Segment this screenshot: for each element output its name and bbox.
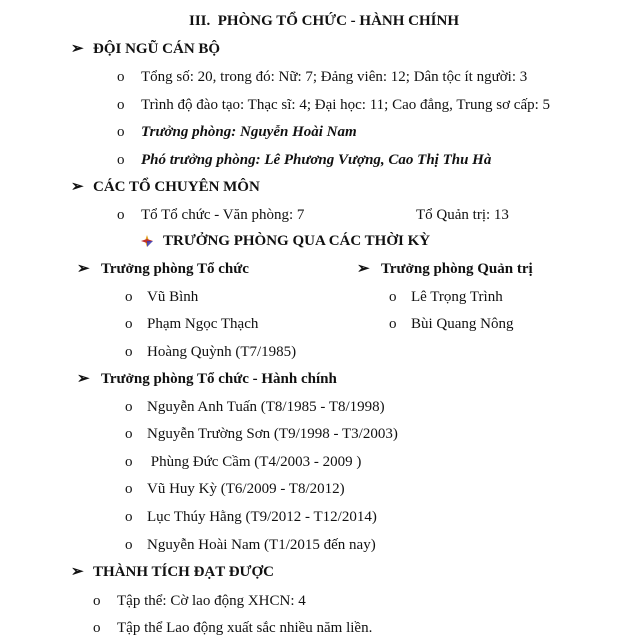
circle-bullet-icon: o (125, 509, 133, 525)
to-chuc-name: Hoàng Quỳnh (T7/1985) (147, 344, 297, 360)
circle-bullet-icon: o (93, 620, 101, 636)
circle-bullet-icon: o (389, 289, 397, 305)
circle-bullet-icon: o (117, 124, 125, 140)
circle-bullet-icon: o (389, 316, 397, 332)
circle-bullet-icon: o (125, 316, 133, 332)
team-left: Tổ Tổ chức - Văn phòng: 7 (141, 207, 305, 223)
quan-tri-name: Bùi Quang Nông (411, 316, 514, 332)
fancy-bullet-icon (141, 235, 153, 247)
staff-education: Trình độ đào tạo: Thạc sĩ: 4; Đại học: 11; Cao đẳng, Trung sơ cấp: 5 (141, 97, 551, 113)
staff-heading: ĐỘI NGŨ CÁN BỘ (93, 41, 221, 57)
circle-bullet-icon: o (93, 593, 101, 609)
achievements-heading: THÀNH TÍCH ĐẠT ĐƯỢC (93, 564, 274, 580)
to-chuc-name: Vũ Bình (147, 289, 199, 305)
tchc-name: Lục Thúy Hằng (T9/2012 - T12/2014) (147, 509, 377, 525)
circle-bullet-icon: o (117, 97, 125, 113)
tchc-name: Phùng Đức Cầm (T4/2003 - 2009 ) (147, 454, 362, 470)
arrow-bullet-icon: ➢ (357, 261, 370, 277)
circle-bullet-icon: o (125, 454, 133, 470)
to-chuc-heading: Trưởng phòng Tổ chức (101, 261, 249, 277)
circle-bullet-icon: o (125, 344, 133, 360)
to-chuc-name: Phạm Ngọc Thạch (147, 316, 259, 332)
tchc-name: Vũ Huy Kỳ (T6/2009 - T8/2012) (147, 481, 345, 497)
circle-bullet-icon: o (117, 69, 125, 85)
circle-bullet-icon: o (125, 537, 133, 553)
team-right: Tổ Quản trị: 13 (416, 207, 509, 223)
quan-tri-heading: Trưởng phòng Quản trị (381, 261, 533, 277)
tchc-heading: Trưởng phòng Tổ chức - Hành chính (101, 371, 337, 387)
tchc-name: Nguyễn Anh Tuấn (T8/1985 - T8/1998) (147, 399, 385, 415)
arrow-bullet-icon: ➢ (71, 564, 84, 580)
tchc-name: Nguyễn Hoài Nam (T1/2015 đến nay) (147, 537, 376, 553)
achievement-item: Tập thể Lao động xuất sắc nhiều năm liền. (117, 620, 373, 636)
circle-bullet-icon: o (125, 426, 133, 442)
quan-tri-name: Lê Trọng Trình (411, 289, 503, 305)
section-title-text: PHÒNG TỔ CHỨC - HÀNH CHÍNH (217, 13, 460, 29)
circle-bullet-icon: o (125, 399, 133, 415)
circle-bullet-icon: o (117, 207, 125, 223)
circle-bullet-icon: o (117, 152, 125, 168)
arrow-bullet-icon: ➢ (71, 179, 84, 195)
section-number: III. (189, 13, 211, 29)
history-heading: TRƯỞNG PHÒNG QUA CÁC THỜI KỲ (163, 233, 431, 249)
achievement-item: Tập thể: Cờ lao động XHCN: 4 (117, 593, 306, 609)
teams-heading: CÁC TỔ CHUYÊN MÔN (93, 179, 260, 195)
circle-bullet-icon: o (125, 481, 133, 497)
arrow-bullet-icon: ➢ (71, 41, 84, 57)
tchc-name: Nguyễn Trường Sơn (T9/1998 - T3/2003) (147, 426, 398, 442)
circle-bullet-icon: o (125, 289, 133, 305)
arrow-bullet-icon: ➢ (77, 261, 90, 277)
section-title (189, 12, 459, 30)
staff-total: Tổng số: 20, trong đó: Nữ: 7; Đảng viên: 12; Dân tộc ít người: 3 (141, 69, 528, 85)
arrow-bullet-icon: ➢ (77, 371, 90, 387)
staff-deputy: Phó trưởng phòng: Lê Phương Vượng, Cao Thị Thu Hà (141, 152, 492, 168)
staff-head: Trưởng phòng: Nguyễn Hoài Nam (141, 124, 357, 140)
